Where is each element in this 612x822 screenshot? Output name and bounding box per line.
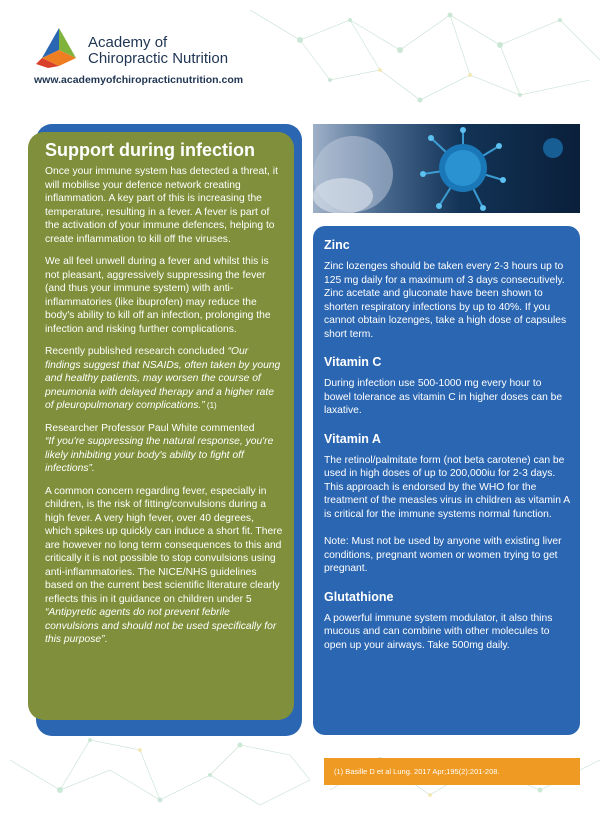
zinc-text: Zinc lozenges should be taken every 2-3 hours up to 125 mg daily for a maximum of 3 days consecutively. Zinc acetate and gluconate have been shown to shorten respiratory infections by up to 40%. If you cannot obtain lozenges, take a high dose of capsules short term. xyxy=(324,261,567,340)
professor-quote: “If you're suppressing the natural response, you're likely inhibiting your body's ability to fight off infections”. xyxy=(45,436,274,474)
supplements-panel xyxy=(313,226,580,735)
research-quote: “Our findings suggest that NSAIDs, often taken by young and healthy patients, may worsen the course of pneumonia with delayed therapy and a higher rate of pleuropulmonary complications.” xyxy=(45,346,281,411)
professor-intro: Researcher Professor Paul White commented xyxy=(45,422,255,434)
zinc-heading: Zinc xyxy=(324,238,350,252)
nice-quote: “Antipyretic agents do not prevent febrile convulsions and should not be used specifically for this purpose” xyxy=(45,607,277,645)
vitamin-a-text: The retinol/palmitate form (not beta carotene) can be used in high doses of up to 200,000iu for 2-3 days. This approach is endorsed by the WHO for the treatment of the measles virus in children as vitamin A is critical for the immune systems normal function. xyxy=(324,454,570,520)
paragraph-convulsions xyxy=(45,485,283,647)
virus-icon xyxy=(313,124,580,213)
convulsions-end: . xyxy=(104,634,108,645)
paragraph-research xyxy=(45,345,283,413)
citation-marker: (1) xyxy=(204,401,217,410)
glutathione-heading: Glutathione xyxy=(324,589,394,604)
convulsions-text: A common concern regarding fever, especially in children, is the risk of fitting/convulsions during a high fever. A very high fever, over 40 degrees, which spikes up quickly can induce a short fit. There are however no long term consequences to this and critically it is not possible to stop convulsions using anti-inflammatories. The NICE/NHS guidelines based on the current best scientific literature clearly reflects this in it guidance on children under 5 xyxy=(45,485,283,605)
vitamin-c-heading: Vitamin C xyxy=(324,355,382,369)
paragraph-immune-response: Once your immune system has detected a threat, it will mobilise your defence network creating inflammation. A key part of this is increasing the temperature, resulting in a fever. A fever is part of the activation of your immune defences, helping to create inflammation to kill off the viruses. xyxy=(45,166,278,245)
glutathione-text: A powerful immune system modulator, it also thins mucous and can combine with other molecules to open up your airways. Take 500mg daily. xyxy=(324,612,553,651)
section-title: Support during infection xyxy=(45,140,255,160)
brand-name-line1: Academy of xyxy=(88,34,168,51)
virus-photo xyxy=(313,124,580,213)
paragraph-professor xyxy=(45,422,283,476)
vitamin-a-heading: Vitamin A xyxy=(324,431,381,446)
support-during-infection-panel xyxy=(28,132,294,720)
vitamin-a-note: Note: Must not be used by anyone with existing liver conditions, pregnant women or women trying to get pregnant. xyxy=(324,536,562,574)
brand-name-line2: Chiropractic Nutrition xyxy=(88,50,229,67)
research-intro: Recently published research concluded xyxy=(45,346,228,357)
footnote-reference: (1) Basille D et al Lung. 2017 Apr;195(2):201-208. xyxy=(324,758,580,785)
website-url[interactable]: www.academyofchiropracticnutrition.com xyxy=(34,74,244,86)
vitamin-c-text: During infection use 500-1000 mg every hour to bowel tolerance as vitamin C in higher doses can be laxative. xyxy=(324,378,563,416)
academy-logo-icon xyxy=(34,26,84,70)
paragraph-fever-suppression: We all feel unwell during a fever and whilst this is not pleasant, aggressively suppressing the fever (and thus your immune system) with anti-inflammatories (like ibuprofen) may reduce the body's ability to kill off an infection, prolonging the infection and risking further complications. xyxy=(45,256,271,335)
